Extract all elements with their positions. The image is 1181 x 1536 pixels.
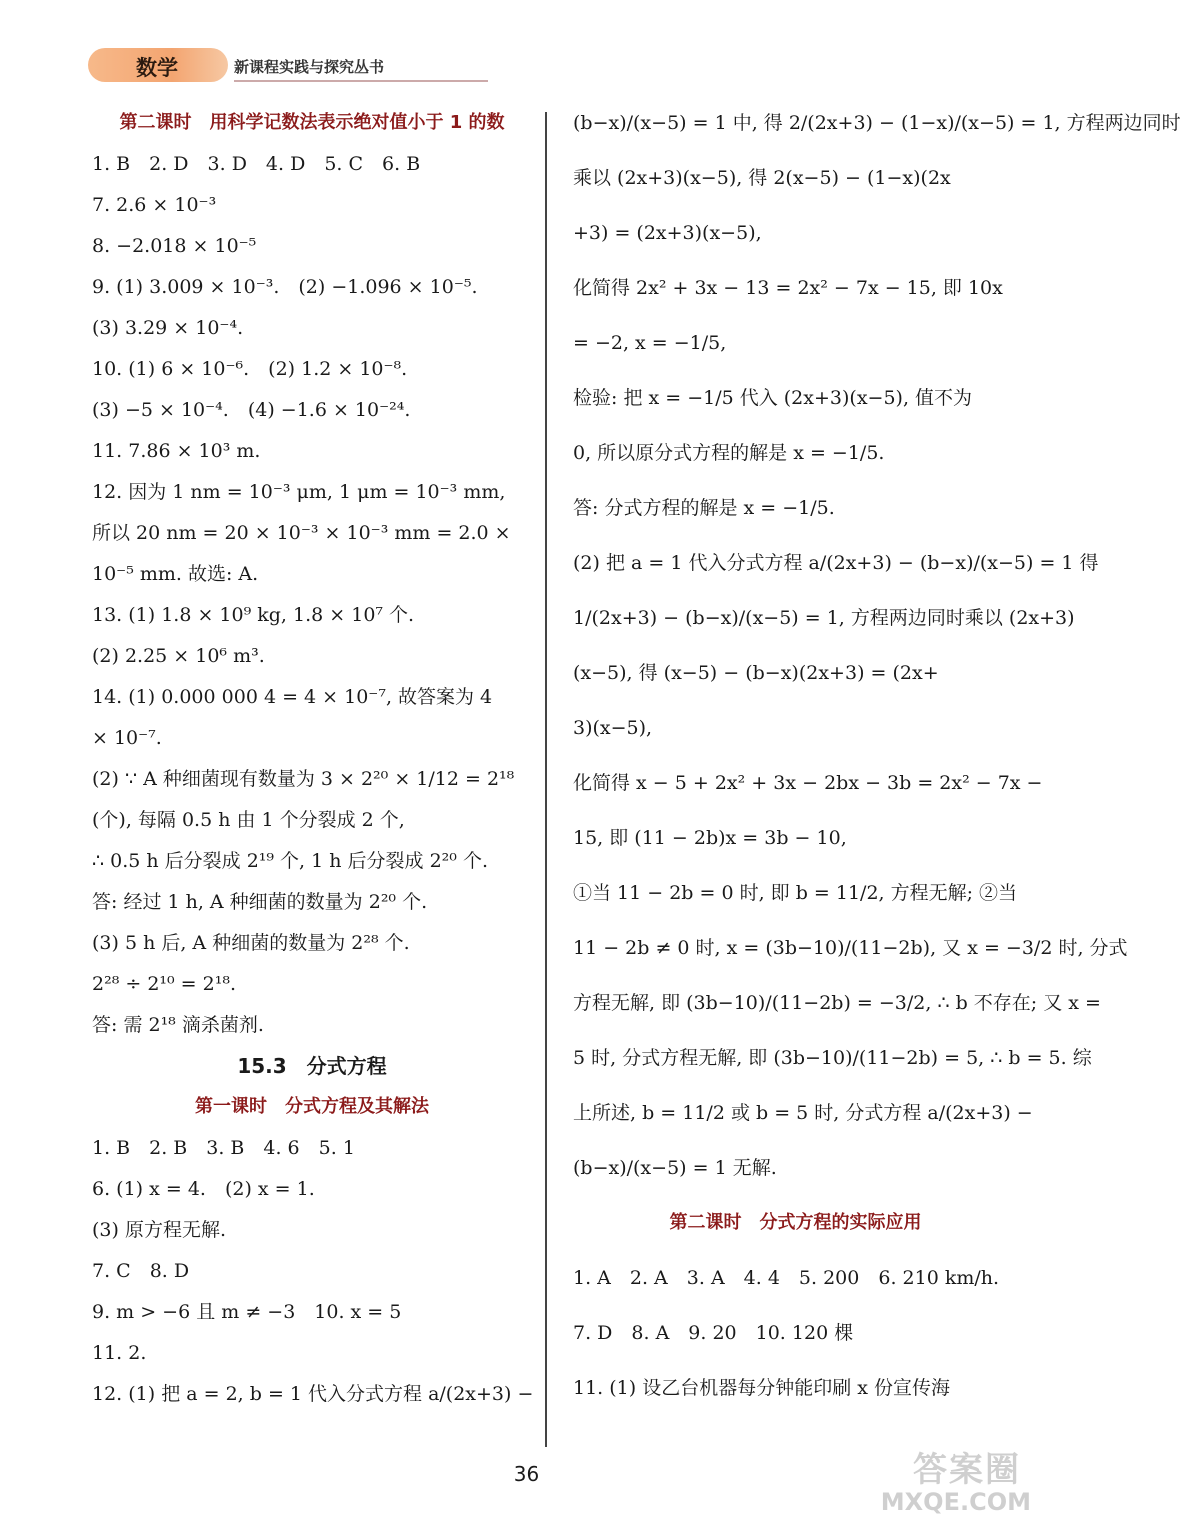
answer-line: 7. D 8. A 9. 20 10. 120 棵	[573, 1322, 854, 1344]
answer-line: 9. m > −6 且 m ≠ −3 10. x = 5	[92, 1301, 402, 1323]
answer-line: 化简得 2x² + 3x − 13 = 2x² − 7x − 15, 即 10x	[573, 277, 1003, 299]
lesson-heading: 第一课时 分式方程及其解法	[195, 1096, 429, 1117]
answer-line: 6. (1) x = 4. (2) x = 1.	[92, 1178, 315, 1200]
answer-line: (3) 原方程无解.	[92, 1219, 226, 1241]
answer-line: (b−x)/(x−5) = 1 无解.	[573, 1157, 777, 1179]
answer-line: 11. 7.86 × 10³ m.	[92, 440, 261, 462]
left-column	[92, 110, 532, 1422]
answer-line: 1/(2x+3) − (b−x)/(x−5) = 1, 方程两边同时乘以 (2x+3)	[573, 607, 1075, 629]
answer-line: 12. (1) 把 a = 2, b = 1 代入分式方程 a/(2x+3) −	[92, 1383, 534, 1405]
answer-line: (3) −5 × 10⁻⁴. (4) −1.6 × 10⁻²⁴.	[92, 399, 411, 421]
answer-line: ∴ 0.5 h 后分裂成 2¹⁹ 个, 1 h 后分裂成 2²⁰ 个.	[92, 850, 488, 872]
answer-line: (2) 把 a = 1 代入分式方程 a/(2x+3) − (b−x)/(x−5) = 1 得	[573, 552, 1099, 574]
answer-line: (个), 每隔 0.5 h 由 1 个分裂成 2 个,	[92, 809, 405, 831]
subject-label: 数学	[136, 56, 178, 80]
page-number: 36	[513, 1462, 540, 1486]
answer-line: 7. 2.6 × 10⁻³	[92, 194, 217, 216]
answer-line: 11. 2.	[92, 1342, 147, 1364]
section-heading: 15.3 分式方程	[237, 1054, 387, 1078]
watermark-logo	[841, 1442, 1031, 1522]
answer-line: 检验: 把 x = −1/5 代入 (2x+3)(x−5), 值不为	[573, 387, 973, 409]
answer-line: 方程无解, 即 (3b−10)/(11−2b) = −3/2, ∴ b 不存在; 又 x =	[573, 992, 1101, 1014]
answer-line: 11 − 2b ≠ 0 时, x = (3b−10)/(11−2b), 又 x = −3/2 时, 分式	[573, 937, 1128, 959]
answer-line: (2) 2.25 × 10⁶ m³.	[92, 645, 265, 667]
answer-line: 上所述, b = 11/2 或 b = 5 时, 分式方程 a/(2x+3) −	[573, 1102, 1033, 1124]
page-header	[88, 44, 448, 84]
answer-line: 12. 因为 1 nm = 10⁻³ μm, 1 μm = 10⁻³ mm,	[92, 481, 506, 503]
answer-line: 答: 分式方程的解是 x = −1/5.	[573, 497, 835, 519]
answer-line: (2) ∵ A 种细菌现有数量为 3 × 2²⁰ × 1/12 = 2¹⁸	[92, 768, 515, 790]
answer-line: 1. A 2. A 3. A 4. 4 5. 200 6. 210 km/h.	[573, 1267, 1000, 1289]
answer-line: +3) = (2x+3)(x−5),	[573, 222, 762, 244]
lesson-heading: 第二课时 用科学记数法表示绝对值小于 1 的数	[119, 112, 505, 133]
watermark-text: 答案圈	[913, 1450, 1021, 1490]
answer-line: 1. B 2. D 3. D 4. D 5. C 6. B	[92, 153, 421, 175]
answer-line: ①当 11 − 2b = 0 时, 即 b = 11/2, 方程无解; ②当	[573, 882, 1018, 904]
answer-line: (b−x)/(x−5) = 1 中, 得 2/(2x+3) − (1−x)/(x−5) = 1, 方程两边同时	[573, 112, 1181, 134]
answer-line: 2²⁸ ÷ 2¹⁰ = 2¹⁸.	[92, 973, 237, 995]
answer-line: 答: 需 2¹⁸ 滴杀菌剂.	[92, 1014, 264, 1036]
answer-line: 11. (1) 设乙台机器每分钟能印刷 x 份宣传海	[573, 1377, 951, 1399]
answer-line: 14. (1) 0.000 000 4 = 4 × 10⁻⁷, 故答案为 4	[92, 686, 493, 708]
lesson-heading: 第二课时 分式方程的实际应用	[669, 1212, 922, 1233]
answer-line: 15, 即 (11 − 2b)x = 3b − 10,	[573, 827, 847, 849]
answer-line: (x−5), 得 (x−5) − (b−x)(2x+3) = (2x+	[573, 662, 939, 684]
header-rule	[234, 80, 488, 82]
answer-line: (3) 3.29 × 10⁻⁴.	[92, 317, 244, 339]
answer-line: (3) 5 h 后, A 种细菌的数量为 2²⁸ 个.	[92, 932, 410, 954]
series-title: 新课程实践与探究丛书	[234, 58, 385, 76]
answer-line: 10. (1) 6 × 10⁻⁶. (2) 1.2 × 10⁻⁸.	[92, 358, 408, 380]
answer-line: × 10⁻⁷.	[92, 727, 162, 749]
column-divider	[545, 112, 547, 1447]
answer-line: 5 时, 分式方程无解, 即 (3b−10)/(11−2b) = 5, ∴ b = 5. 综	[573, 1047, 1092, 1069]
answer-line: 10⁻⁵ mm. 故选: A.	[92, 563, 259, 585]
answer-line: 答: 经过 1 h, A 种细菌的数量为 2²⁰ 个.	[92, 891, 428, 913]
answer-line: 8. −2.018 × 10⁻⁵	[92, 235, 257, 257]
answer-line: 7. C 8. D	[92, 1260, 190, 1282]
subject-badge	[88, 48, 228, 82]
right-column	[573, 110, 1181, 1430]
answer-line: 9. (1) 3.009 × 10⁻³. (2) −1.096 × 10⁻⁵.	[92, 276, 478, 298]
answer-line: 3)(x−5),	[573, 717, 653, 739]
watermark-url: MXQE.COM	[880, 1488, 1031, 1516]
answer-line: 所以 20 nm = 20 × 10⁻³ × 10⁻³ mm = 2.0 ×	[92, 522, 511, 544]
answer-line: 13. (1) 1.8 × 10⁹ kg, 1.8 × 10⁷ 个.	[92, 604, 415, 626]
answer-line: 0, 所以原分式方程的解是 x = −1/5.	[573, 442, 885, 464]
answer-line: 1. B 2. B 3. B 4. 6 5. 1	[92, 1137, 355, 1159]
answer-line: 化简得 x − 5 + 2x² + 3x − 2bx − 3b = 2x² − 7x −	[573, 772, 1043, 794]
answer-line: = −2, x = −1/5,	[573, 332, 727, 354]
answer-line: 乘以 (2x+3)(x−5), 得 2(x−5) − (1−x)(2x	[573, 167, 951, 189]
